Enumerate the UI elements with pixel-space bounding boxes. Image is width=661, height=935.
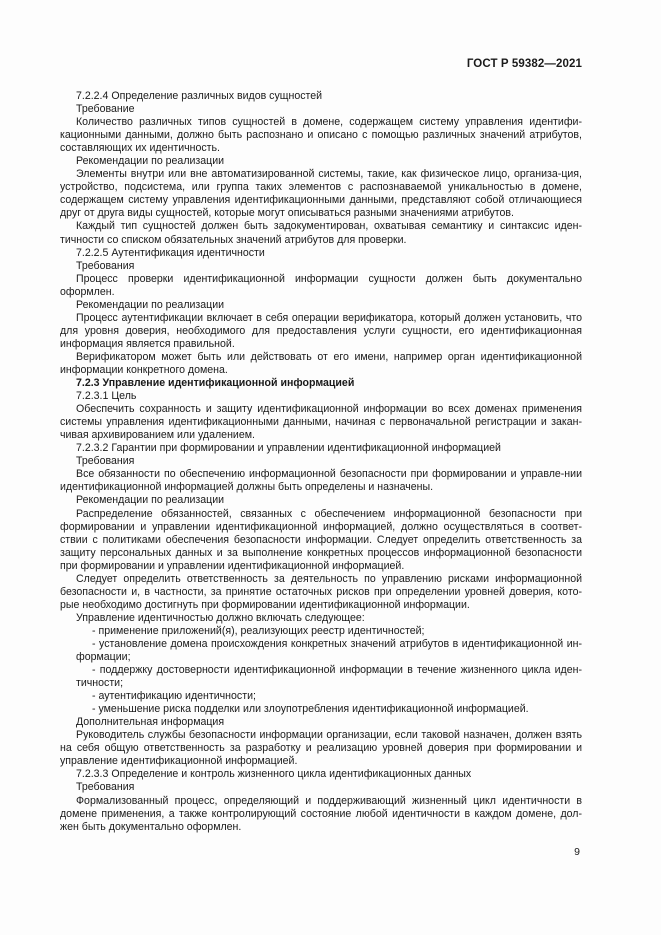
requirements-text: Процесс проверки идентификационной информации сущности должен быть документально оформлен. (60, 272, 582, 298)
list-item: - применение приложений(я), реализующих реестр идентичностей; (92, 624, 425, 637)
clause-7-2-3-2-heading: 7.2.3.2 Гарантии при формировании и управлении идентификационной информацией (76, 442, 501, 455)
list-item: - поддержку достоверности идентификационной информации в течение жизненного цикла иден-тичности; (76, 664, 582, 690)
recommendations-text: Каждый тип сущностей должен быть задокументирован, охватывая семантику и синтаксис иден-тичности со списком обязательных значений атрибутов для проверки. (60, 220, 582, 246)
additional-info-text: Руководитель службы безопасности информации организации, если таковой назначен, должен взять на себя общую ответственность за разработку и реализацию уровней доверия при формировании и управление идентификационной информацией. (60, 729, 582, 768)
standard-header: ГОСТ Р 59382—2021 (466, 58, 582, 70)
list-item: - аутентификацию идентичности; (92, 690, 256, 703)
requirements-text: Формализованный процесс, определяющий и поддерживающий жизненный цикл идентичности в домене применения, а также контролирующий состояние любой идентичности в каждом домене, дол-жен быть документально оформлен. (60, 794, 582, 833)
clause-7-2-3-1-heading: 7.2.3.1 Цель (76, 390, 137, 403)
recommendations-text: Следует определить ответственность за деятельность по управлению рисками информационной безопасности и, в частности, за принятие остаточных рисков при определении уровней доверия, кото-рые необходимо достигнуть при формировании идентификационной информации. (60, 572, 582, 611)
clause-7-2-2-5-heading: 7.2.2.5 Аутентификация идентичности (76, 246, 265, 259)
recommendations-label: Рекомендации по реализации (76, 298, 225, 311)
recommendations-text: Элементы внутри или вне автоматизированной системы, такие, как физическое лицо, организа-ция, устройство, подсистема, или группа таких элементов с распознаваемой уникальностью в домене, содержащем систему управления идентификационными данными, представляют собой отличающиеся друг от друга виды сущностей, которые могут описываться разными значениями атрибутов. (60, 168, 582, 220)
recommendations-label: Рекомендации по реализации (76, 155, 225, 168)
clause-7-2-3-3-heading: 7.2.3.3 Определение и контроль жизненного цикла идентификационных данных (76, 768, 472, 781)
requirements-label: Требования (76, 455, 135, 468)
requirements-label: Требования (76, 781, 135, 794)
requirements-label: Требования (76, 259, 135, 272)
recommendations-text: Верификатором может быть или действовать от его имени, например орган идентификационной информации конкретного домена. (60, 350, 582, 376)
clause-7-2-2-4-heading: 7.2.2.4 Определение различных видов сущностей (76, 90, 323, 102)
section-7-2-3-heading: 7.2.3 Управление идентификационной информацией (76, 377, 355, 390)
recommendations-label: Рекомендации по реализации (76, 494, 225, 507)
additional-info-label: Дополнительная информация (76, 716, 225, 729)
list-intro: Управление идентичностью должно включать следующее: (76, 611, 365, 624)
goal-text: Обеспечить сохранность и защиту идентификационной информации во всех доменах применения системы управления идентификационными данными, начиная с первоначальной регистрации и закан-чивая архивированием или удалением. (60, 403, 582, 442)
list-item: - уменьшение риска подделки или злоупотребления идентификационной информацией. (92, 703, 529, 716)
recommendations-text: Распределение обязанностей, связанных с обеспечением информационной безопасности при формировании и управлении идентификационной информацией, должно осуществляться в соответ-ствии с политиками обеспечения безопасности информации. Следует определить ответственность за защиту персональных данных и за выполнение конкретных процессов информационной безопасности при формировании и управлении идентификационной информацией. (60, 507, 582, 572)
document-body (60, 90, 582, 834)
page-number: 9 (574, 846, 580, 858)
requirement-text: Количество различных типов сущностей в домене, содержащем систему управления идентифи-кационными данными, должно быть распознано и описано с помощью различных значений атрибутов, составляющих их идентичность. (60, 116, 582, 155)
list-item: - установление домена происхождения конкретных значений атрибутов в идентификационной ин-формации; (76, 637, 582, 664)
requirements-text: Все обязанности по обеспечению информационной безопасности при формировании и управле-нии идентификационной информацией должны быть определены и назначены. (60, 468, 582, 494)
requirement-label: Требование (76, 103, 135, 116)
recommendations-text: Процесс аутентификации включает в себя операции верификатора, который должен установить, что для уровня доверия, необходимого для предоставления услуги сущности, его идентификационная информация является правильной. (60, 311, 582, 350)
